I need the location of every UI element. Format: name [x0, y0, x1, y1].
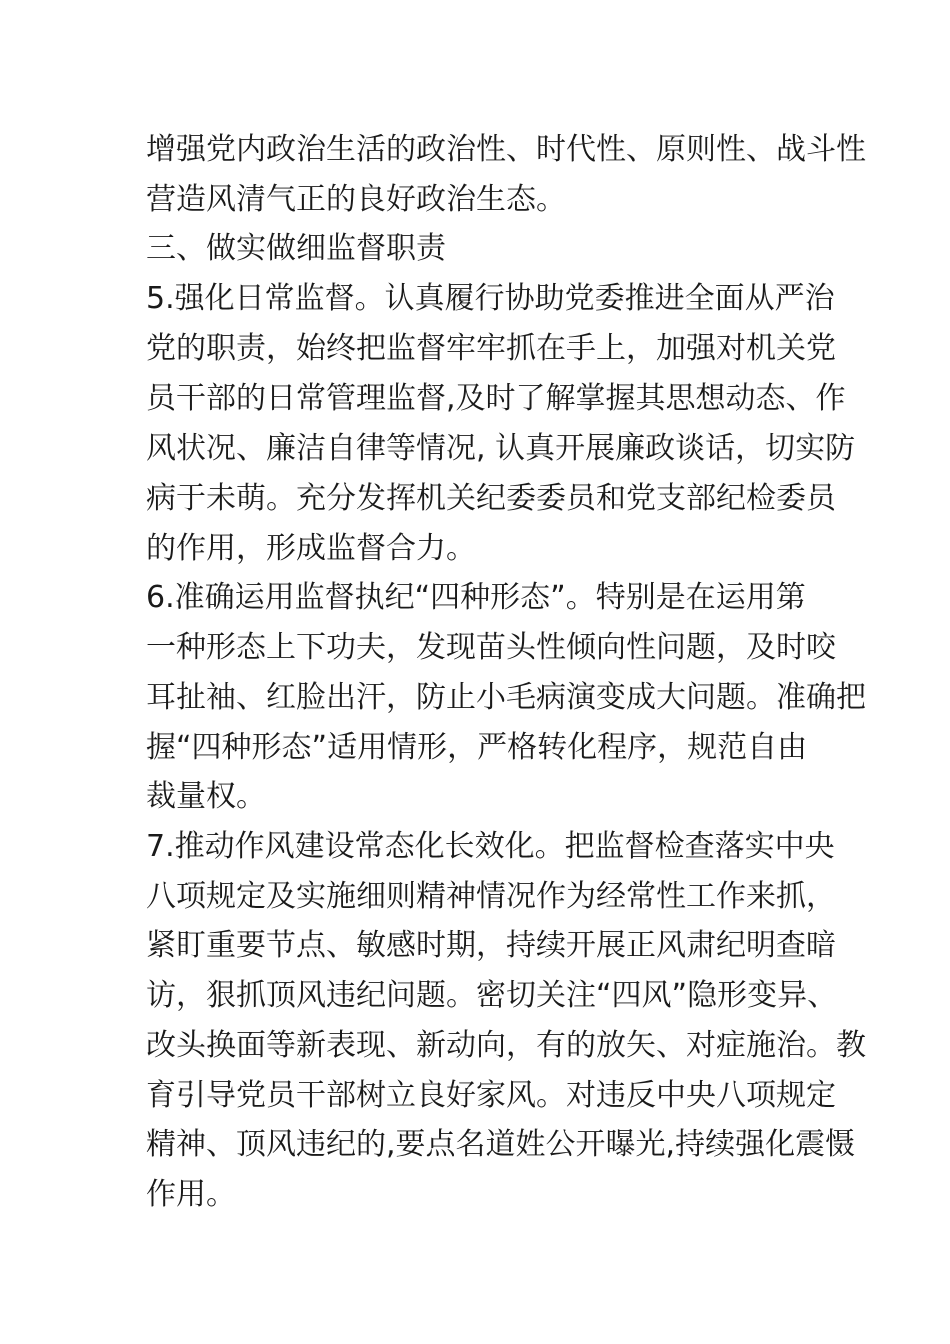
text-line: 病于未萌。充分发挥机关纪委委员和党支部纪检委员: [146, 481, 836, 516]
text-line: 握“四种形态”适用情形，严格转化程序，规范自由: [146, 730, 808, 765]
text-line: 裁量权。: [146, 779, 266, 814]
text-line: 精神、顶风违纪的,要点名道姓公开曝光,持续强化震慑: [146, 1127, 856, 1162]
text-line: 增强党内政治生活的政治性、时代性、原则性、战斗性: [146, 132, 866, 167]
text-line: 改头换面等新表现、新动向，有的放矢、对症施治。教: [146, 1028, 866, 1063]
section-heading: 三、做实做细监督职责: [146, 231, 446, 266]
text-line: 7.推动作风建设常态化长效化。把监督检查落实中央: [146, 829, 835, 864]
text-line: 风状况、廉洁自律等情况, 认真开展廉政谈话，切实防: [146, 431, 856, 466]
text-line: 耳扯袖、红脸出汗，防止小毛病演变成大问题。准确把: [146, 680, 866, 715]
text-line: 紧盯重要节点、敏感时期，持续开展正风肃纪明查暗: [146, 928, 836, 963]
text-line: 八项规定及实施细则精神情况作为经常性工作来抓，: [146, 879, 836, 914]
text-line: 的作用，形成监督合力。: [146, 531, 476, 566]
text-line: 6.准确运用监督执纪“四种形态”。特别是在运用第: [146, 580, 806, 615]
text-line: 营造风清气正的良好政治生态。: [146, 182, 566, 217]
text-line: 党的职责，始终把监督牢牢抓在手上，加强对机关党: [146, 331, 836, 366]
text-line: 5.强化日常监督。认真履行协助党委推进全面从严治: [146, 281, 835, 316]
text-line: 作用。: [146, 1177, 236, 1212]
text-line: 访，狠抓顶风违纪问题。密切关注“四风”隐形变异、: [146, 978, 838, 1013]
text-line: 一种形态上下功夫，发现苗头性倾向性问题，及时咬: [146, 630, 836, 665]
text-line: 育引导党员干部树立良好家风。对违反中央八项规定: [146, 1078, 836, 1113]
text-line: 员干部的日常管理监督,及时了解掌握其思想动态、作: [146, 381, 846, 416]
